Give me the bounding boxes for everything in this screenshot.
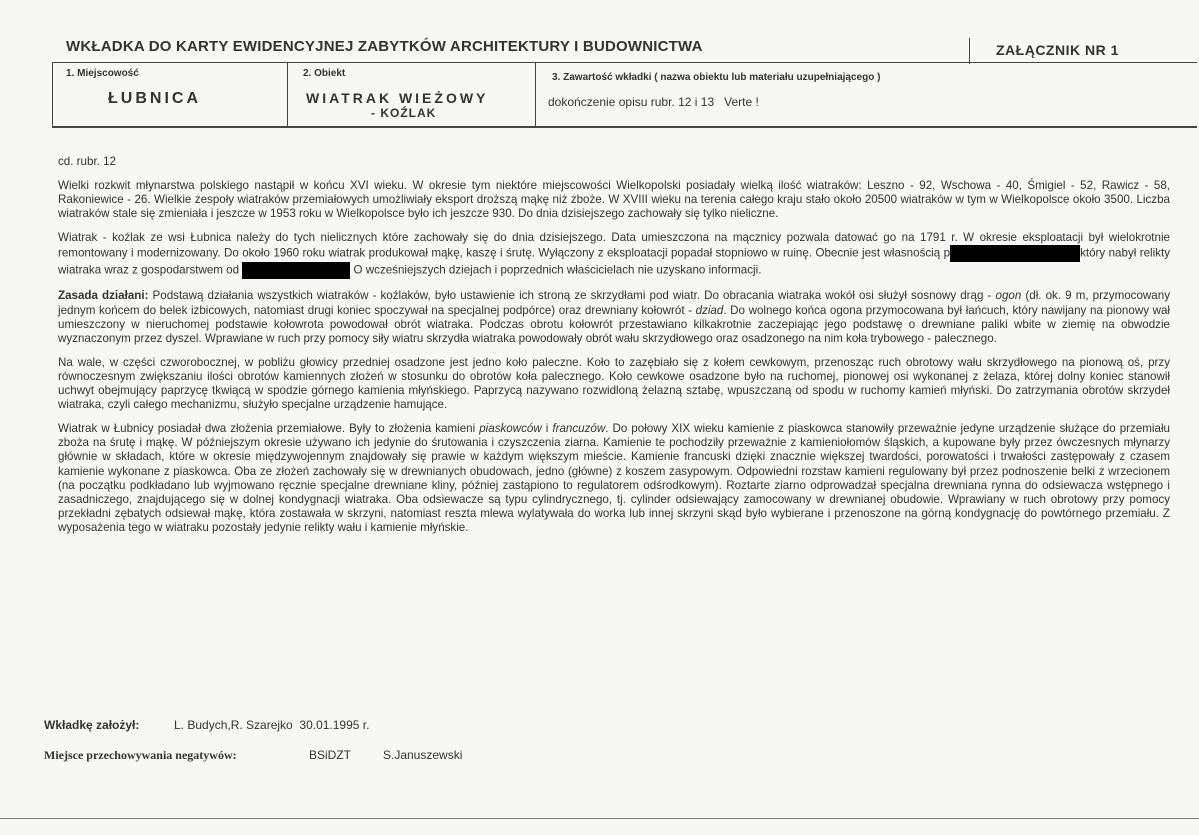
content-label: 3. Zawartość wkładki ( nazwa obiektu lub materiału uzupełniającego ) [552,72,881,83]
paragraph-object-part3: O wcześniejszych dziejach i poprzednich właścicielach nie uzyskano informacji. [350,264,762,278]
cell-divider-3 [535,62,536,126]
term-francuzow: francuzów [552,422,606,436]
paragraph-principle [58,289,1170,345]
paragraph-mechanism: Na wale, w części czworobocznej, w pobliżu głowicy przedniej osadzone jest jedno koło paleczne. Koło to zazębiało się z kołem cewkowym, przenosząc ruch obrotowy wału skrzydłowego na pionową oś, przy równoczesnym zwiększaniu ilości obrotów kamiennych złożeń w stosunku do obrotów koła palecznego. Koło cewkowe osadzone było na ruchomej, pionowej osi wykonanej z żelaza, której dolny koniec stanowił uchwyt obejmujący paprzycę tkwiącą w spodzie górnego kamienia młyńskiego. Paprzycą nazywano rozwidloną żelazną sztabę, wpuszczaną od spodu w ruchomy kamień młyński. Do zatrzymania obrotów skrzydeł wiatraka, czyli całego mechanizmu, służyło specjalne urządzenie hamujące. [58,355,1170,412]
negatives-row [44,748,463,763]
redacted-owner [950,245,1080,262]
paragraph-object-part2: który nabył relikty wiatraka wraz z gospodarstwem od [58,247,1170,278]
principle-heading: Zasada działani: [58,289,149,303]
author-row [44,718,370,732]
author-value: L. Budych,R. Szarejko 30.01.1995 r. [174,718,370,732]
document-title: WKŁADKA DO KARTY EWIDENCYJNEJ ZABYTKÓW ARCHITEKTURY I BUDOWNICTWA [66,38,703,55]
principle-text-3: . Do wolnego końca ogona przymocowana był łańcuch, który nawijany na pionowy wał umieszczony w nieruchomej podstawie kołowrota powodował obrót wiatraka. Podczas obrotu kołowrót przestawiano kilkakrotnie zaczepiając jego podstawę o drewniane paliki wbite w ziemię na obwodzie wyznaczonym przez dyszel. Wprawiane w ruch przy pomocy siły wiatru skrzydła wiatraka powodowały obrót wału skrzydłowego oraz osadzonego na nim koła trybowego - palecznego. [58,303,1170,345]
paragraph-object-part1: Wiatrak - koźlak ze wsi Łubnica należy do tych nielicznych które zachowały się do dnia dzisiejszego. Data umieszczona na mącznicy pozwala datować go na 1791 r. W okresie eksploatacji był wielokrotnie remontowany i modernizowany. Do około 1960 roku wiatrak produkował mąkę, kaszę i śrutę. Wyłączony z eksploatacji popadał stopniowo w ruinę. Obecnie jest własnością p [58,231,1170,261]
cell-divider-1 [52,62,53,126]
locality-value: ŁUBNICA [108,90,201,107]
negatives-label: Miejsce przechowywania negatywów: [44,748,237,762]
principle-text-1: Podstawą działania wszystkich wiatraków - koźlaków, było ustawienie ich stroną ze skrzydłami pod wiatr. Do obracania wiatraka wokół osi służył sosnowy drąg - [148,289,996,303]
paragraph-millstones [58,422,1170,535]
negatives-person: S.Januszewski [383,748,463,762]
cell-divider-2 [287,62,288,126]
document-body [58,155,1170,545]
millstones-text-2: i [541,422,553,436]
table-bottom-line [52,126,1197,128]
content-value: dokończenie opisu rubr. 12 i 13 Verte ! [548,95,759,109]
scan-edge-line [0,818,1199,819]
millstones-text-3: . Do połowy XIX wieku kamienie z piaskowca stanowiły przeważnie jedyne urządzenie służące do przemiału zboża na śrutę i mąkę. W późniejszym okresie używano ich jedynie do śrutowania i czyszczenia ziarna. Kamienie te pochodziły przeważnie z kamieniołomów śląskich, a kupowane były przez ówczesnych młynarzy głównie w składach, które w okresie międzywojennym znajdowały się prawie w każdym większym mieście. Kamienie francuski dzięki znacznie większej twardości, porowatości i trwałości zastępowały z czasem kamienie wykonane z piaskowca. Oba ze złożeń zachowały się w drewnianych obudowach, jedno (główne) z koszem zasypowym. Odpowiedni rozstaw kamieni regulowany był przez podnoszenie belki z wrzecionem (na początku podkładano lub wyjmowano ręcznie specjalne drewniane kliny, później zastąpiono to regulatorem odśrodkowym). Roztarte ziarno odprowadzał specjalna drewniana rynna do odsiewacza wstępnego i zasadniczego, znajdującego się w dolnej kondygnacji wiatraka. Oba odsiewacze są typu cylindrycznego, tj. cylinder odsiewający zamocowany w drewnianej obudowie. Wprawiany w ruch obrotowy przy pomocy przekładni zębatych odsiewał mąkę, która zostawała w skrzyni, natomiast reszta mlewa wylatywała do worka lub innej skrzyni skąd było wybierane i przenoszone na górną kondygnację do powtórnego przemiału. Z wyposażenia tego w wiatraku pozostały jedynie relikty wału i kamienie młyńskie. [58,422,1170,534]
continuation-note: cd. rubr. 12 [58,155,117,168]
term-dziad: dziad [695,303,724,317]
paragraph-object [58,231,1170,279]
header-divider [969,38,970,64]
object-value-line1: WIATRAK WIEŻOWY [306,90,489,106]
term-ogon: ogon [995,289,1022,303]
table-top-line [52,62,1197,63]
paragraph-history: Wielki rozkwit młynarstwa polskiego nastąpił w końcu XVI wieku. W okresie tym niektóre miejscowości Wielkopolski posiadały wielką ilość wiatraków: Leszno - 92, Wschowa - 40, Śmigiel - 52, Rawicz - 58, Rakoniewice - 26. Wielkie zespoły wiatraków przemiałowych umożliwiały eksport droższą mąkę niż zboże. W XVIII wieku na terenia całego kraju stało około 20500 wiatraków w tym w Wielkopolsce około 3500. Liczba wiatraków stale się zmieniała i jeszcze w 1953 roku w Wielkopolsce było ich jeszcze 930. Do dnia dzisiejszego zachowały się tylko nieliczne. [58,179,1170,221]
redacted-seller [242,262,350,279]
object-value-line2: - KOŹLAK [371,106,437,120]
principle-text-2: (dł. ok. 9 m, przymocowany jednym końcem do belek izbicowych, natomiast drugi koniec spoczywał na specjalnej podpórce) oraz drewniany kołowrót - [58,289,1170,317]
annex-number: ZAŁĄCZNIK NR 1 [996,42,1119,58]
term-piaskowcow: piaskowców [479,422,542,436]
locality-label: 1. Miejscowość [66,68,139,79]
negatives-place: BSiDZT [309,748,351,762]
object-label: 2. Obiekt [303,68,346,79]
author-label: Wkładkę założył: [44,718,140,732]
millstones-text-1: Wiatrak w Łubnicy posiadał dwa złożenia przemiałowe. Były to złożenia kamieni [58,422,480,436]
